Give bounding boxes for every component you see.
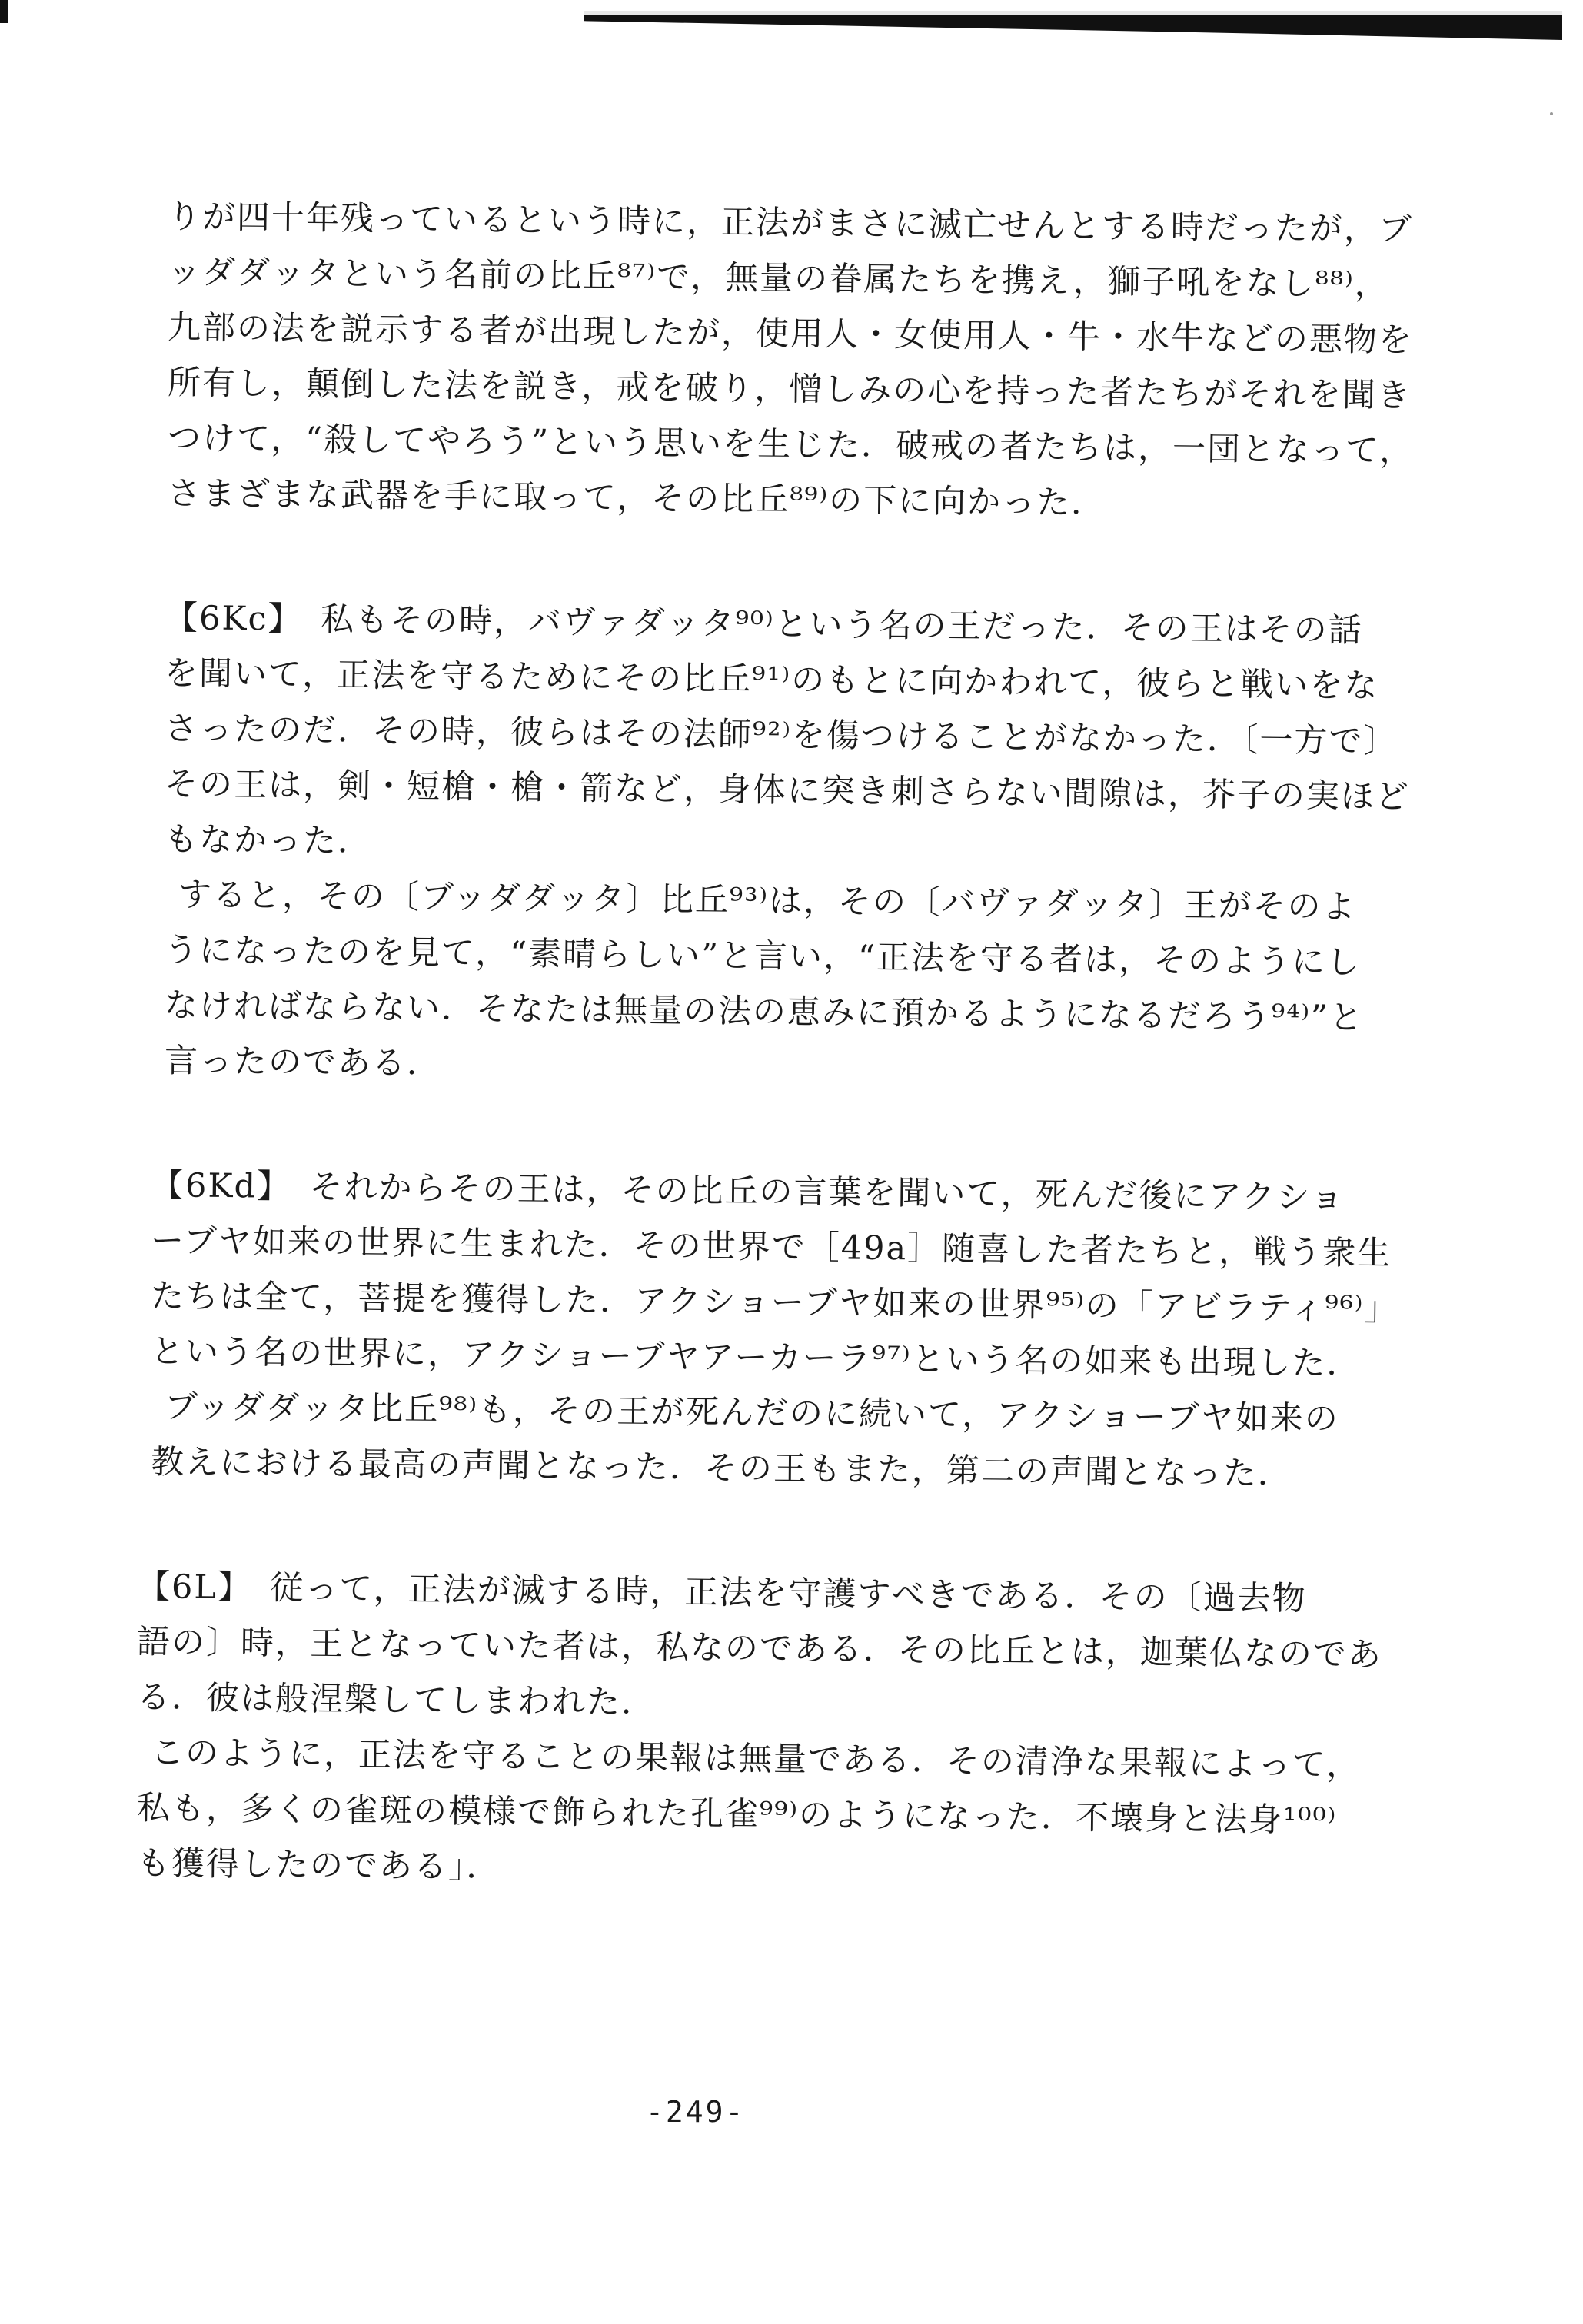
text-line: 【6L】 従って，正法が滅する時，正法を守護すべきである．その〔過去物 xyxy=(136,1568,1307,1618)
text-line: その王は，剣・短槍・槍・箭など，身体に突き刺さらない間隙は，芥子の実ほど xyxy=(164,765,1411,816)
text-line: ーブヤ如来の世界に生まれた．その世界で［49a］随喜した者たちと，戦う衆生 xyxy=(150,1222,1392,1273)
page-number: -249- xyxy=(646,2095,746,2129)
text-line: つけて，“殺してやろう”という思いを生じた．破戒の者たちは，一団となって， xyxy=(167,419,1415,470)
text-line: さまざまな武器を手に取って，その比丘⁸⁹⁾の下に向かった． xyxy=(167,474,1106,523)
text-line: という名の世界に，アクショーブヤアーカーラ⁹⁷⁾という名の如来も出現した． xyxy=(150,1332,1362,1384)
text-line: たちは全て，菩提を獲得した．アクショーブヤ如来の世界⁹⁵⁾の「アビラティ⁹⁶⁾」 xyxy=(150,1277,1399,1328)
text-line: このように，正法を守ることの果報は無量である．その清浄な果報によって， xyxy=(150,1734,1362,1785)
text-line: を聞いて，正法を守るためにその比丘⁹¹⁾のもとに向かわれて，彼らと戦いをな xyxy=(164,654,1379,706)
text-line: さったのだ．その時，彼らはその法師⁹²⁾を傷つけることがなかった．〔一方で〕 xyxy=(164,710,1398,761)
text-line: も獲得したのである」． xyxy=(136,1844,501,1887)
text-line: ッダダッタという名前の比丘⁸⁷⁾で，無量の眷属たちを携え，獅子吼をなし⁸⁸⁾， xyxy=(167,253,1389,304)
text-line: 語の〕時，王となっていた者は，私なのである．その比丘とは，迦葉仏なのであ xyxy=(136,1623,1383,1674)
text-line: 言ったのである． xyxy=(164,1042,442,1083)
text-line: ブッダダッタ比丘⁹⁸⁾も，その王が死んだのに続いて，アクショーブヤ如来の xyxy=(164,1388,1340,1438)
text-line: 所有し，顛倒した法を説き，戒を破り，憎しみの心を持った者たちがそれを聞き xyxy=(167,364,1412,415)
text-line: 【6Kc】 私もその時，バヴァダッタ⁹⁰⁾という名の王だった．その王はその話 xyxy=(164,599,1363,650)
text-line: 私も，多くの雀斑の模様で飾られた孔雀⁹⁹⁾のようになった．不壊身と法身¹⁰⁰⁾ xyxy=(136,1789,1338,1840)
text-line: 【6Kd】 それからその王は，その比丘の言葉を聞いて，死んだ後にアクショ xyxy=(150,1166,1345,1218)
text-line: る．彼は般涅槃してしまわれた． xyxy=(136,1678,657,1723)
text-line: もなかった． xyxy=(164,820,373,861)
text-line: 九部の法を説示する者が出現したが，使用人・女使用人・牛・水牛などの悪物を xyxy=(167,308,1414,360)
text-line: りが四十年残っているという時に，正法がまさに滅亡せんとする時だったが，ブ xyxy=(167,198,1414,249)
text-line: すると，その〔ブッダダッタ〕比丘⁹³⁾は，その〔バヴァダッタ〕王がそのよ xyxy=(178,876,1357,927)
text-line: 教えにおける最高の声聞となった．その王もまた，第二の声聞となった． xyxy=(150,1443,1293,1494)
text-line: なければならない．そなたは無量の法の恵みに預かるようになるだろう⁹⁴⁾”と xyxy=(164,986,1365,1038)
text-line: うになったのを見て，“素晴らしい”と言い，“正法を守る者は，そのようにし xyxy=(164,931,1362,982)
